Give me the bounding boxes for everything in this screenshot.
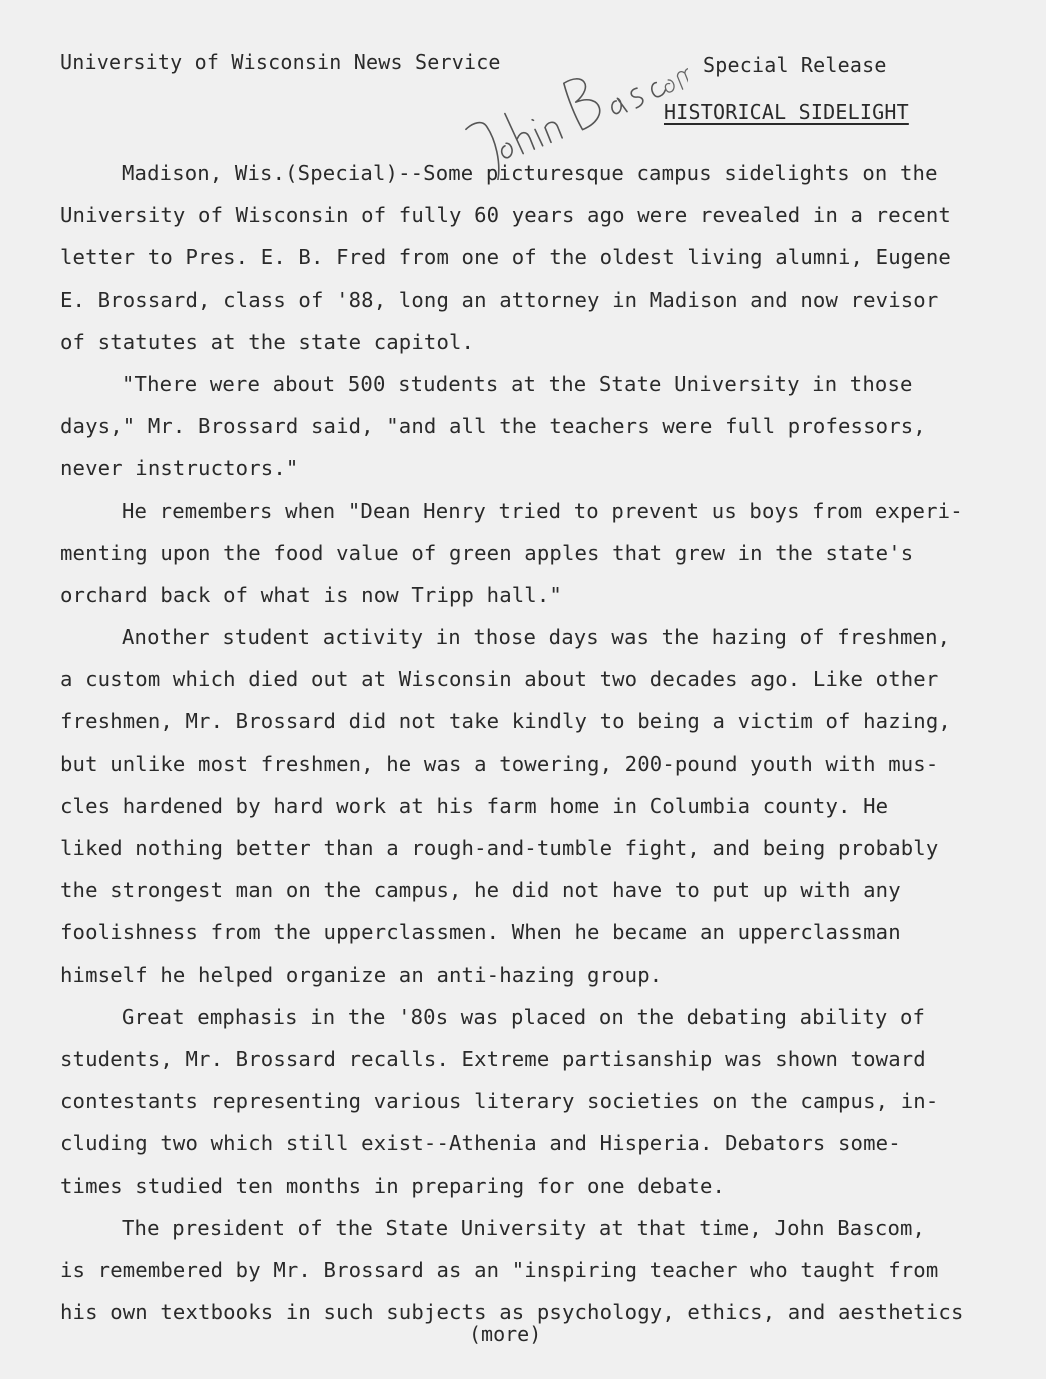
text-line: of statutes at the state capitol. <box>60 329 475 354</box>
text-line: but unlike most freshmen, he was a towering, 200-pound youth with mus- <box>60 751 939 776</box>
text-line: menting upon the food value of green apples that grew in the state's <box>60 540 914 565</box>
text-line: foolishness from the upperclassmen. When he became an upperclassman <box>60 920 901 945</box>
text-line: freshmen, Mr. Brossard did not take kindly to being a victim of hazing, <box>60 709 951 734</box>
text-line: He remembers when "Dean Henry tried to prevent us boys from experi- <box>122 498 963 523</box>
text-line: liked nothing better than a rough-and-tumble fight, and being probably <box>60 836 939 860</box>
text-line: orchard back of what is now Tripp hall." <box>60 582 562 607</box>
text-line: students, Mr. Brossard recalls. Extreme partisanship was shown toward <box>60 1046 926 1071</box>
document-title: HISTORICAL SIDELIGHT <box>664 100 909 124</box>
text-line: cluding two which still exist--Athenia and Hisperia. Debators some- <box>60 1131 901 1156</box>
text-line: the strongest man on the campus, he did not have to put up with any <box>60 878 901 903</box>
text-line: E. Brossard, class of '88, long an attorney in Madison and now revisor <box>60 287 939 312</box>
text-line: University of Wisconsin of fully 60 years ago were revealed in a recent <box>60 203 951 228</box>
continuation-marker: (more) <box>469 1322 542 1346</box>
release-type: Special Release <box>703 53 887 77</box>
text-line: is remembered by Mr. Brossard as an "inspiring teacher who taught from <box>60 1257 939 1282</box>
text-line: himself he helped organize an anti-hazing group. <box>60 962 663 987</box>
text-line: "There were about 500 students at the State University in those <box>122 371 913 396</box>
text-line: his own textbooks in such subjects as psychology, ethics, and aesthetics <box>60 1300 964 1325</box>
text-line: times studied ten months in preparing for one debate. <box>60 1173 726 1198</box>
text-line: a custom which died out at Wisconsin about two decades ago. Like other <box>60 667 939 692</box>
news-service-header: University of Wisconsin News Service <box>60 50 501 74</box>
text-line: contestants representing various literary societies on the campus, in- <box>60 1089 939 1114</box>
article-body <box>60 152 990 1333</box>
text-line: cles hardened by hard work at his farm home in Columbia county. He <box>60 793 889 818</box>
text-line: Great emphasis in the '80s was placed on the debating ability of <box>122 1004 926 1029</box>
text-line: Madison, Wis.(Special)--Some picturesque campus sidelights on the <box>122 161 938 185</box>
text-line: days," Mr. Brossard said, "and all the teachers were full professors, <box>60 414 926 439</box>
text-line: letter to Pres. E. B. Fred from one of the oldest living alumni, Eugene <box>60 245 951 270</box>
text-line: Another student activity in those days was the hazing of freshmen, <box>122 625 951 650</box>
text-line: never instructors." <box>60 456 299 481</box>
text-line: The president of the State University at that time, John Bascom, <box>122 1215 926 1240</box>
